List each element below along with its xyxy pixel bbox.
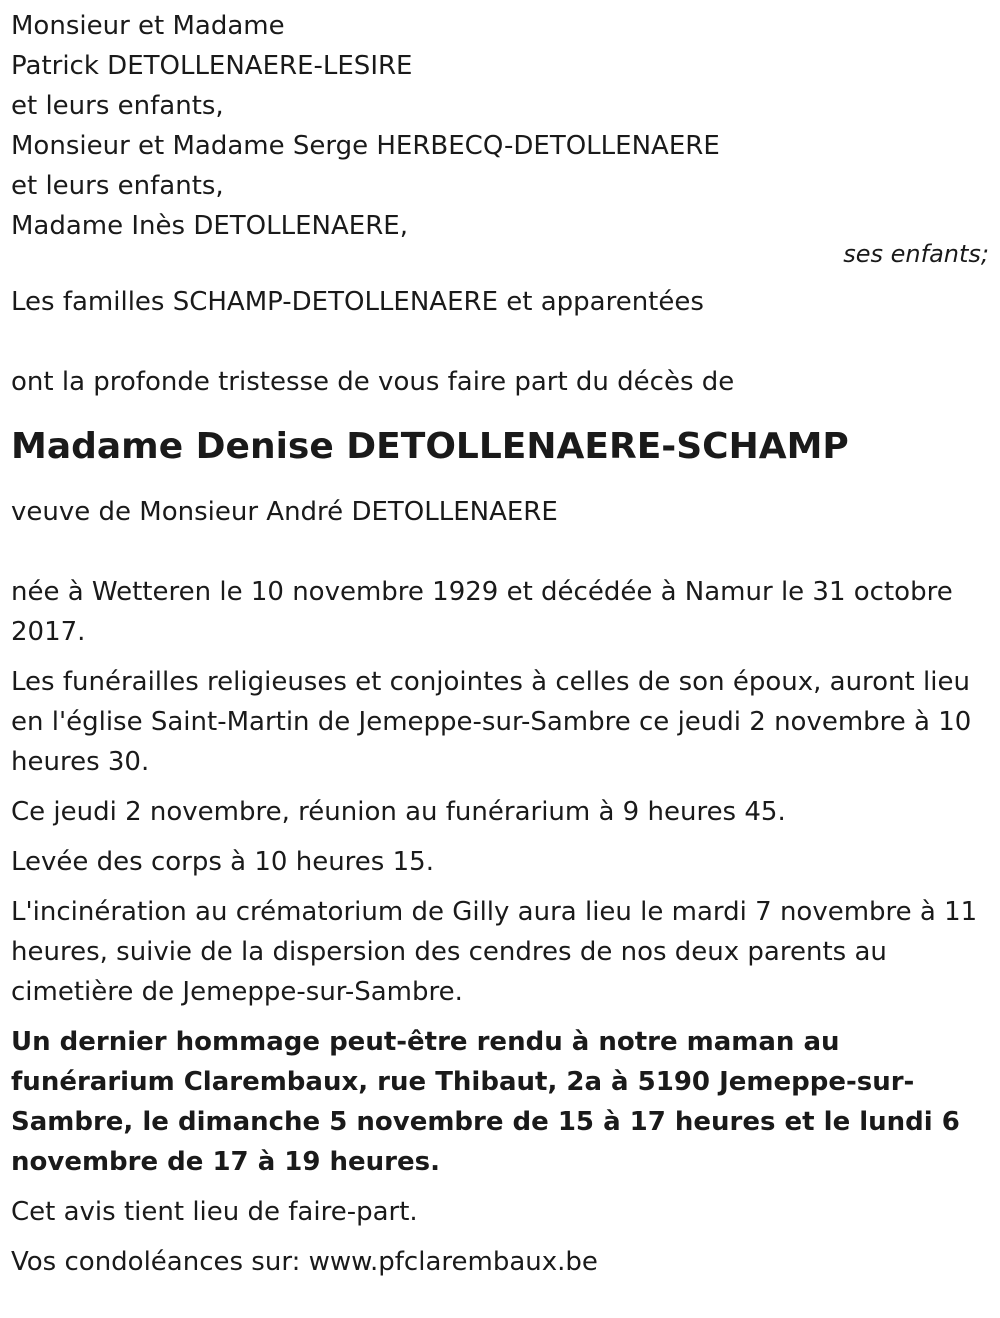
family-line: et leurs enfants, xyxy=(11,171,224,201)
death-notice xyxy=(11,6,991,1292)
widow-of-text: veuve de Monsieur André DETOLLENAERE xyxy=(11,497,558,527)
condolences-line: Vos condoléances sur: www.pfclarembaux.be xyxy=(11,1247,598,1277)
family-line: Patrick DETOLLENAERE-LESIRE xyxy=(11,51,413,81)
family-line: Monsieur et Madame Serge HERBECQ-DETOLLENAERE xyxy=(11,131,720,161)
family-block xyxy=(11,6,991,322)
meeting-paragraph: Ce jeudi 2 novembre, réunion au funérarium à 9 heures 45. xyxy=(11,797,786,827)
tribute-paragraph: Un dernier hommage peut-être rendu à notre maman au funérarium Clarembaux, rue Thibaut, 2a à 5190 Jemeppe-sur-Sambre, le dimanche 5 novembre de 15 à 17 heures et le lundi 6 novembre de 17 à 19 heures. xyxy=(11,1027,960,1177)
funeral-paragraph: Les funérailles religieuses et conjointes à celles de son époux, auront lieu en l'église Saint-Martin de Jemeppe-sur-Sambre ce jeudi 2 novembre à 10 heures 30. xyxy=(11,667,972,777)
family-line: Madame Inès DETOLLENAERE, xyxy=(11,211,408,241)
relation-label: ses enfants; xyxy=(843,240,989,268)
family-line: Monsieur et Madame xyxy=(11,11,285,41)
notice-statement: Cet avis tient lieu de faire-part. xyxy=(11,1197,418,1227)
departure-paragraph: Levée des corps à 10 heures 15. xyxy=(11,847,434,877)
extended-family-line: Les familles SCHAMP-DETOLLENAERE et apparentées xyxy=(11,287,704,317)
cremation-paragraph: L'incinération au crématorium de Gilly aura lieu le mardi 7 novembre à 11 heures, suivie de la dispersion des cendres de nos deux parents au cimetière de Jemeppe-sur-Sambre. xyxy=(11,897,978,1007)
announcement-text: ont la profonde tristesse de vous faire part du décès de xyxy=(11,367,735,397)
family-line: et leurs enfants, xyxy=(11,91,224,121)
spacer xyxy=(11,532,991,572)
deceased-name: Madame Denise DETOLLENAERE-SCHAMP xyxy=(11,426,849,467)
birth-death-paragraph: née à Wetteren le 10 novembre 1929 et décédée à Namur le 31 octobre 2017. xyxy=(11,577,953,647)
spacer xyxy=(11,322,991,362)
